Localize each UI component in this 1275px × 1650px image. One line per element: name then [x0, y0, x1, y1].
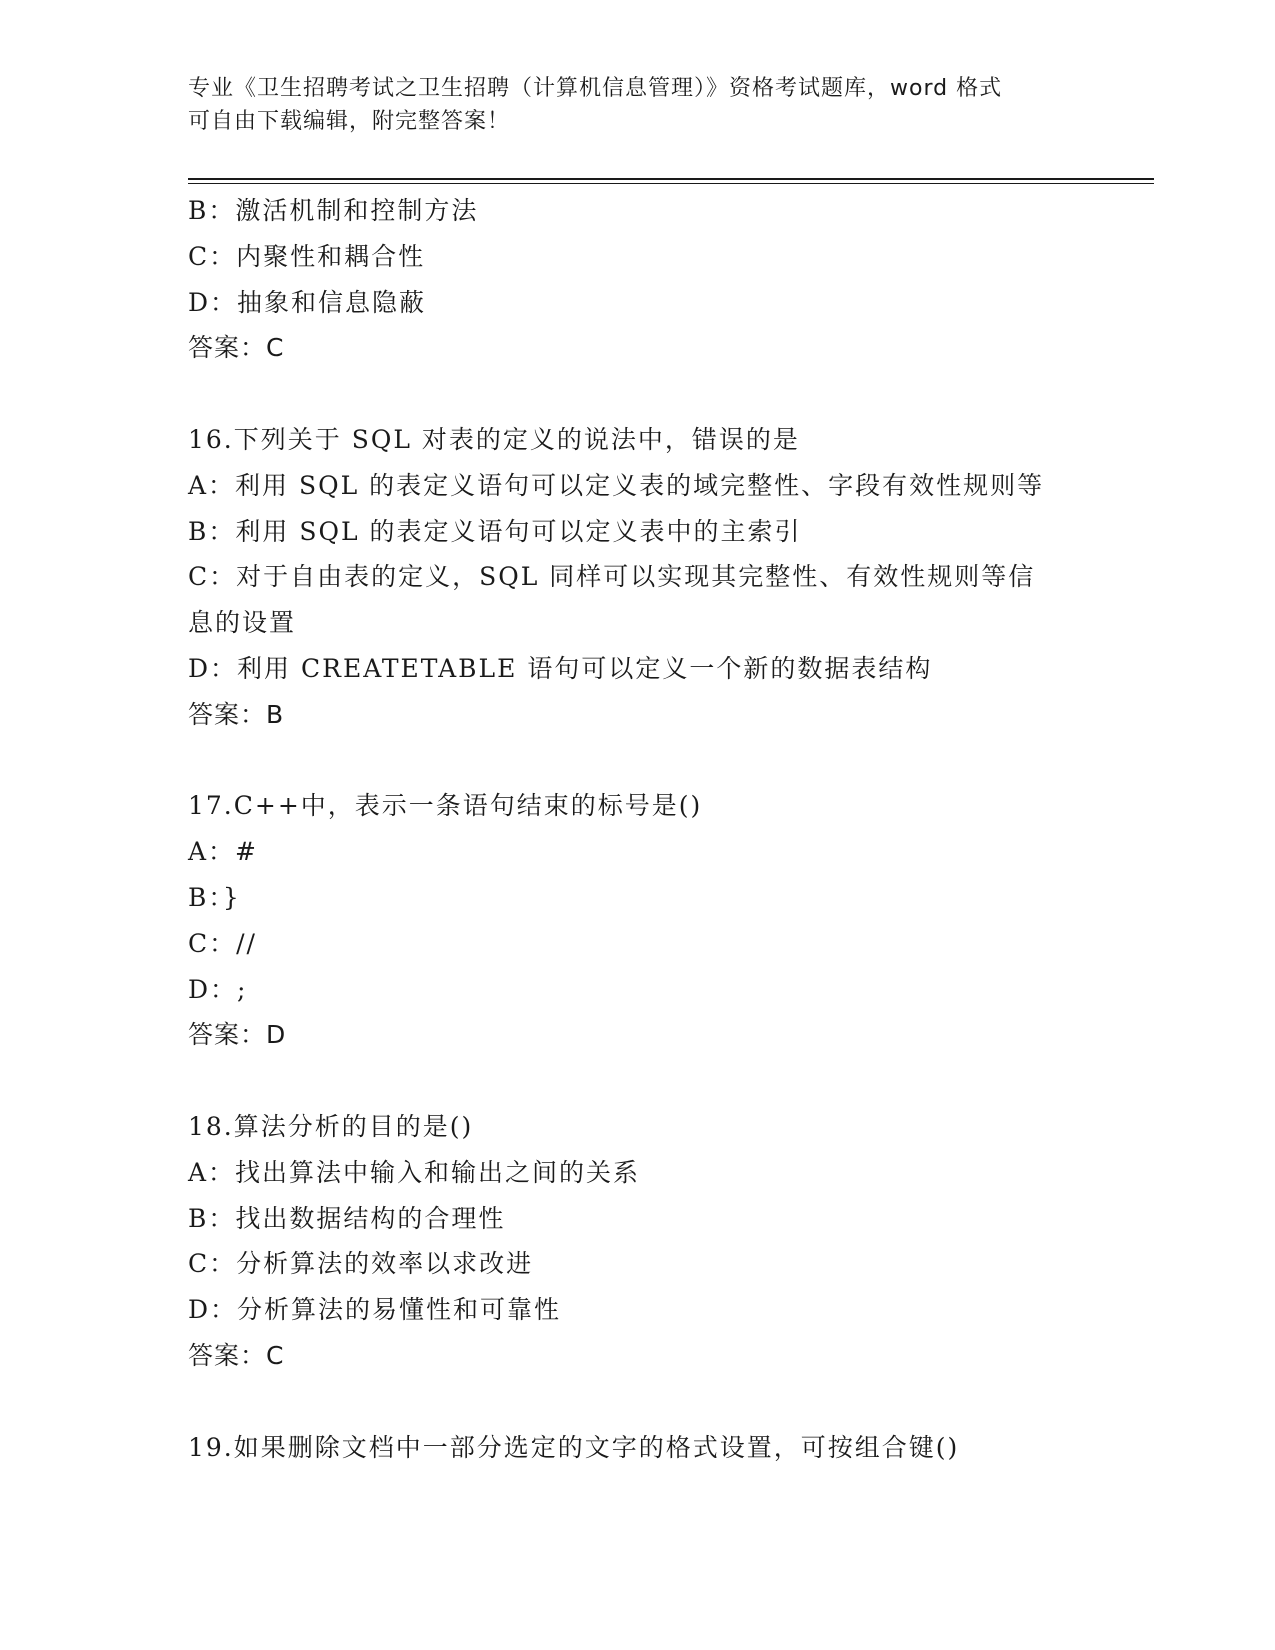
document-header	[188, 72, 1088, 138]
option-d: D：分析算法的易懂性和可靠性	[188, 1295, 562, 1325]
option-a: A：#	[188, 837, 259, 867]
header-divider-top	[188, 178, 1154, 180]
option-c: C：对于自由表的定义，SQL 同样可以实现其完整性、有效性规则等信	[188, 562, 1036, 592]
spacer	[188, 1379, 1088, 1425]
question-17	[188, 783, 1088, 1058]
answer: 答案：C	[188, 1340, 285, 1370]
question-text: 17.C++中，表示一条语句结束的标号是()	[188, 791, 703, 821]
question-16	[188, 417, 1088, 738]
answer: 答案：B	[188, 699, 285, 729]
spacer	[188, 738, 1088, 784]
option-c-continued: 息的设置	[188, 608, 297, 638]
option-c: C：分析算法的效率以求改进	[188, 1249, 534, 1279]
header-divider-bottom	[188, 183, 1154, 184]
question-19	[188, 1425, 1088, 1471]
option-d: D：抽象和信息隐蔽	[188, 287, 427, 317]
document-body	[188, 188, 1088, 1470]
option-d: D：;	[188, 974, 248, 1004]
option-a: A：利用 SQL 的表定义语句可以定义表的域完整性、字段有效性规则等	[188, 470, 1045, 500]
spacer	[188, 1058, 1088, 1104]
question-text: 18.算法分析的目的是()	[188, 1111, 474, 1141]
option-c: C：//	[188, 928, 257, 958]
option-d: D：利用 CREATETABLE 语句可以定义一个新的数据表结构	[188, 653, 933, 683]
header-line-1: 专业《卫生招聘考试之卫生招聘（计算机信息管理）》资格考试题库，word 格式	[188, 76, 1003, 101]
option-b: B：激活机制和控制方法	[188, 196, 479, 225]
option-a: A：找出算法中输入和输出之间的关系	[188, 1157, 641, 1187]
question-text: 16.下列关于 SQL 对表的定义的说法中，错误的是	[188, 424, 800, 454]
question-18	[188, 1104, 1088, 1379]
option-b: B：找出数据结构的合理性	[188, 1203, 506, 1233]
option-c: C：内聚性和耦合性	[188, 241, 426, 271]
header-line-2: 可自由下载编辑，附完整答案！	[188, 109, 511, 134]
question-text: 19.如果删除文档中一部分选定的文字的格式设置，可按组合键()	[188, 1432, 960, 1462]
answer: 答案：D	[188, 1020, 287, 1050]
spacer	[188, 371, 1088, 417]
question-15	[188, 188, 1088, 371]
answer: 答案：C	[188, 333, 285, 363]
option-b: B：}	[188, 882, 241, 912]
option-b: B：利用 SQL 的表定义语句可以定义表中的主索引	[188, 516, 802, 546]
